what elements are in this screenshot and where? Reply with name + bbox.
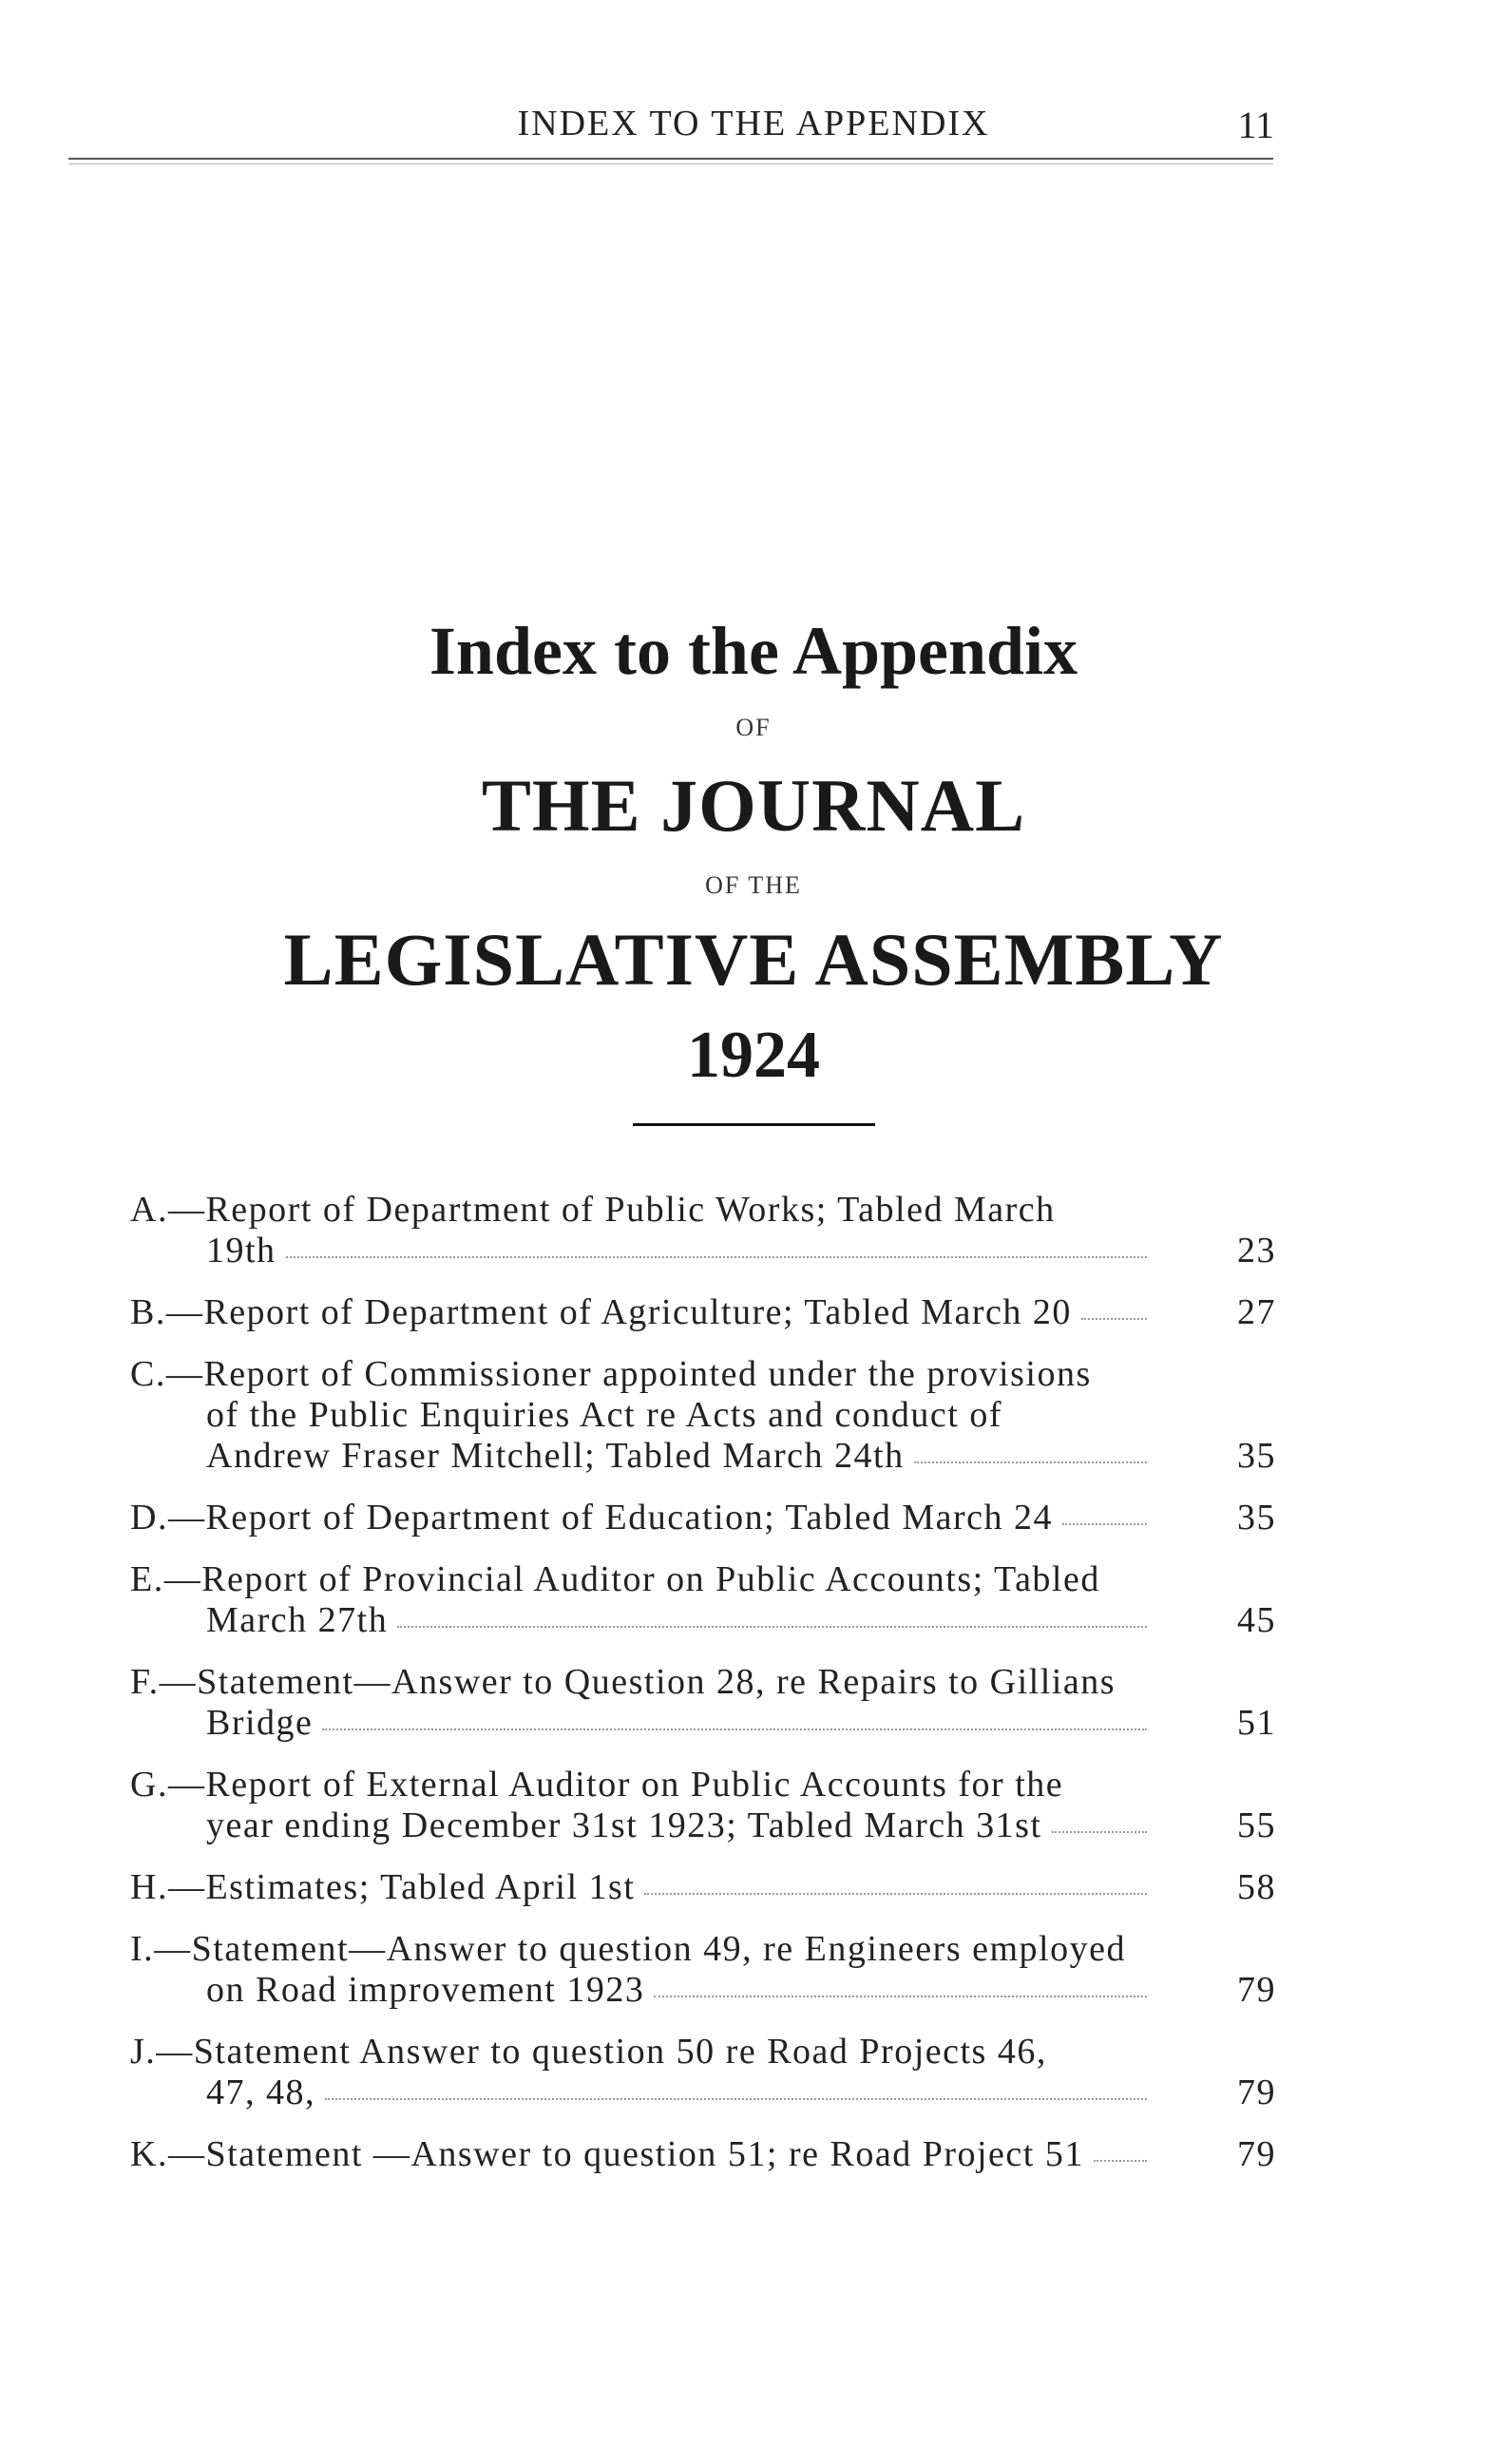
entry-line (130, 1805, 1147, 1846)
entry-line: C.—Report of Commissioner appointed under the provisions (130, 1354, 1092, 1394)
entry-line-text: on Road improvement 1923 (206, 1970, 645, 2010)
entry-page-number: 45 (1237, 1600, 1276, 1640)
entry-line: F.—Statement—Answer to Question 28, re Repairs to Gillians (130, 1662, 1116, 1702)
entry-line (130, 1867, 1147, 1908)
entry-page-number: 23 (1237, 1231, 1276, 1270)
entry-page-number: 35 (1237, 1436, 1276, 1476)
page-number: 11 (1237, 104, 1274, 146)
index-entry (130, 1765, 1276, 1846)
dot-leader (654, 1996, 1147, 1997)
dot-leader (325, 2098, 1147, 2100)
running-header (0, 103, 1507, 150)
dot-leader (914, 1461, 1147, 1463)
dot-leader (322, 1729, 1147, 1730)
entry-page-number: 58 (1237, 1867, 1276, 1907)
entry-line-text: H.—Estimates; Tabled April 1st (130, 1867, 636, 1907)
entry-line-text: Bridge (206, 1703, 314, 1743)
main-title: Index to the Appendix (429, 613, 1078, 689)
entry-line (130, 1600, 1147, 1641)
index-entries (130, 1190, 1276, 2196)
entry-text (130, 1292, 1147, 1333)
connector-of: OF (735, 714, 772, 741)
dot-leader (286, 1256, 1147, 1258)
entry-page-number: 79 (1237, 2072, 1276, 2112)
index-entry (130, 1867, 1276, 1908)
dot-leader (1062, 1523, 1147, 1525)
entry-line (130, 2072, 1147, 2113)
entry-line (130, 1498, 1147, 1538)
running-title: INDEX TO THE APPENDIX (517, 104, 990, 143)
entry-text (130, 1498, 1147, 1538)
entry-page-number: 79 (1237, 2134, 1276, 2174)
index-entry (130, 1929, 1276, 2011)
entry-line: G.—Report of External Auditor on Public Accounts for the (130, 1765, 1064, 1805)
entry-line-text: 47, 48, (206, 2072, 315, 2112)
dot-leader (1094, 2160, 1147, 2162)
entry-line (130, 1436, 1147, 1477)
entry-page-number: 79 (1237, 1970, 1276, 2010)
index-entry (130, 2032, 1276, 2113)
entry-line-text: year ending December 31st 1923; Tabled March 31st (206, 1805, 1042, 1845)
entry-line (130, 2134, 1147, 2175)
entry-text (130, 2134, 1147, 2175)
entry-line: A.—Report of Department of Public Works; Tabled March (130, 1190, 1056, 1230)
entry-text (130, 1354, 1147, 1477)
title-block (0, 608, 1507, 1126)
entry-text (130, 1559, 1147, 1641)
entry-line (130, 1703, 1147, 1744)
entry-page-number: 55 (1237, 1805, 1276, 1845)
entry-text (130, 1662, 1147, 1744)
entry-text (130, 1765, 1147, 1846)
entry-line-text: K.—Statement —Answer to question 51; re Road Project 51 (130, 2134, 1084, 2174)
index-entry (130, 2134, 1276, 2175)
index-entry (130, 1354, 1276, 1477)
header-rule (68, 158, 1273, 160)
entry-text (130, 1867, 1147, 1908)
header-rule-secondary (68, 163, 1273, 164)
title-rule (633, 1123, 875, 1126)
index-entry (130, 1559, 1276, 1641)
entry-line: of the Public Enquiries Act re Acts and conduct of (206, 1395, 1002, 1435)
connector-of-the: OF THE (705, 871, 802, 899)
entry-text (130, 2032, 1147, 2113)
entry-line (130, 1970, 1147, 2011)
entry-page-number: 51 (1237, 1703, 1276, 1743)
index-entry (130, 1662, 1276, 1744)
entry-line-text: 19th (206, 1231, 277, 1270)
index-entry (130, 1498, 1276, 1538)
entry-line (130, 1231, 1147, 1271)
entry-line (130, 1292, 1147, 1333)
index-entry (130, 1292, 1276, 1333)
entry-text (130, 1929, 1147, 2011)
entry-page-number: 35 (1237, 1498, 1276, 1538)
entry-line-text: Andrew Fraser Mitchell; Tabled March 24th (206, 1436, 905, 1476)
dot-leader (644, 1893, 1147, 1895)
year-title: 1924 (687, 1019, 820, 1092)
entry-line-text: March 27th (206, 1600, 389, 1640)
entry-line: J.—Statement Answer to question 50 re Road Projects 46, (130, 2032, 1047, 2072)
dot-leader (1052, 1831, 1147, 1833)
assembly-title: LEGISLATIVE ASSEMBLY (283, 918, 1224, 1001)
dot-leader (1081, 1318, 1147, 1320)
dot-leader (397, 1626, 1147, 1628)
index-entry (130, 1190, 1276, 1271)
entry-line: E.—Report of Provincial Auditor on Public Accounts; Tabled (130, 1559, 1100, 1599)
entry-page-number: 27 (1237, 1292, 1276, 1332)
entry-line-text: B.—Report of Department of Agriculture; Tabled March 20 (130, 1292, 1072, 1332)
entry-text (130, 1190, 1147, 1271)
entry-line: I.—Statement—Answer to question 49, re Engineers employed (130, 1929, 1126, 1969)
journal-title: THE JOURNAL (481, 764, 1026, 847)
entry-line-text: D.—Report of Department of Education; Tabled March 24 (130, 1498, 1053, 1538)
